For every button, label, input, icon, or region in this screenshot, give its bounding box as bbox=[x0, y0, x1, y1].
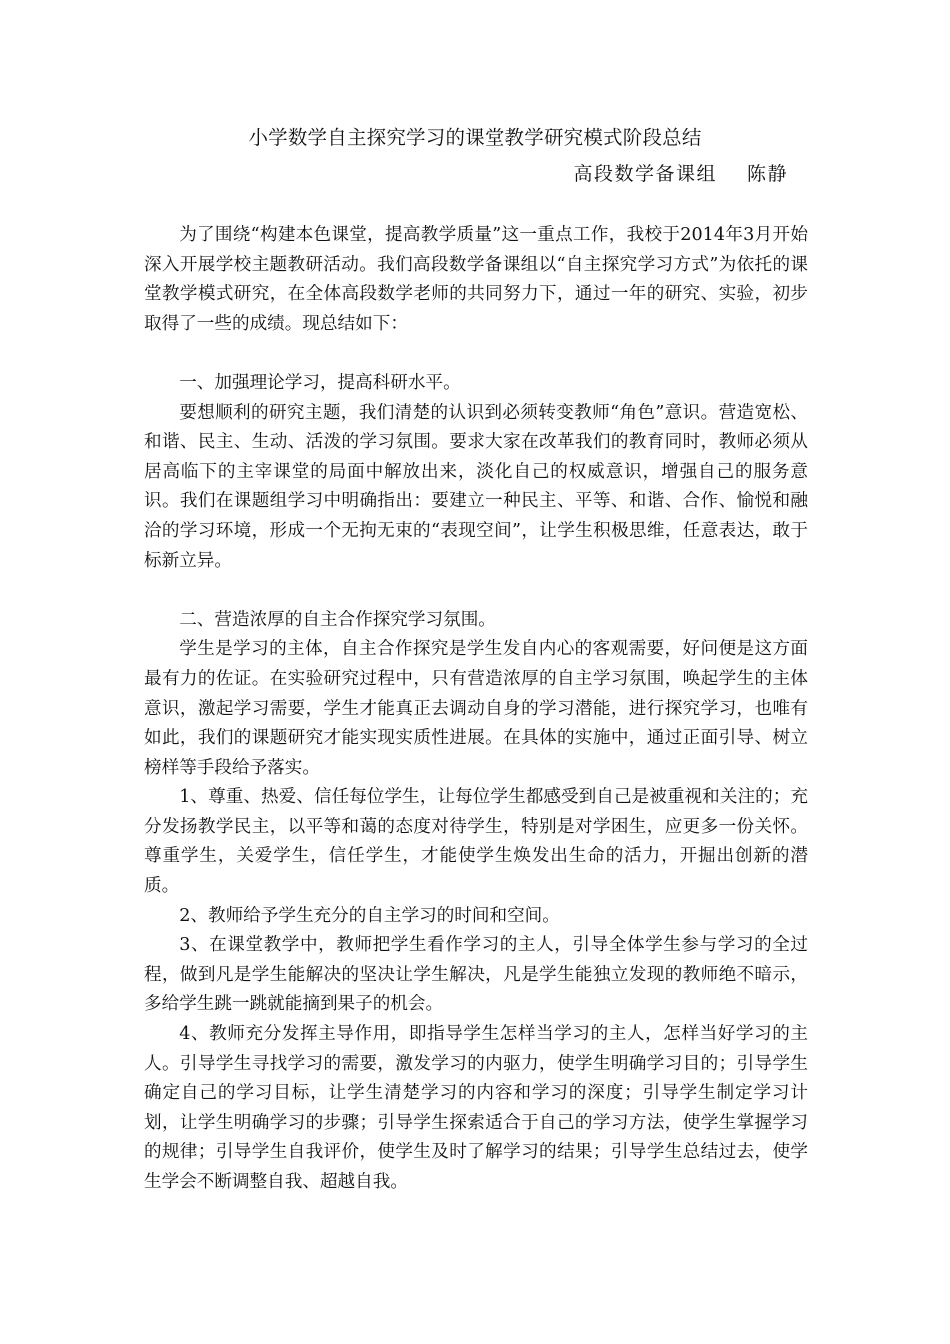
section-spacer bbox=[144, 339, 808, 369]
section-2-item-3: 3、在课堂教学中，教师把学生看作学习的主人，引导全体学生参与学习的全过程，做到凡是学生能解决的坚决让学生解决，凡是学生能独立发现的教师绝不暗示，多给学生跳一跳就能摘到果子的机会。 bbox=[144, 935, 808, 1015]
intro-paragraph: 为了围绕“构建本色课堂，提高教学质量”这一重点工作，我校于2014年3月开始深入开展学校主题教研活动。我们高段数学备课组以“自主探究学习方式”为依托的课堂教学模式研究，在全体高段数学老师的共同努力下，通过一年的研究、实验，初步取得了一些的成绩。现总结如下： bbox=[144, 225, 808, 334]
section-heading-2: 二、营造浓厚的自主合作探究学习氛围。 bbox=[179, 609, 496, 630]
section-2-item-1: 1、尊重、热爱、信任每位学生，让每位学生都感受到自己是被重视和关注的；充分发扬教学民主，以平等和蔼的态度对待学生，特别是对学困生，应更多一份关怀。尊重学生，关爱学生，信任学生，才能使学生焕发出生命的活力，开掘出创新的潜质。 bbox=[144, 787, 808, 897]
document-title: 小学数学自主探究学习的课堂教学研究模式阶段总结 bbox=[248, 126, 702, 149]
section-heading-1: 一、加强理论学习，提高科研水平。 bbox=[179, 372, 461, 393]
section-2-paragraph: 学生是学习的主体，自主合作探究是学生发自内心的客观需要，好问便是这方面最有力的佐证。在实验研究过程中，只有营造浓厚的自主学习氛围，唤起学生的主体意识，激起学习需要，学生才能真正去调动自身的学习潜能，进行探究学习，也唯有如此，我们的课题研究才能实现实质性进展。在具体的实施中，通过正面引导、树立榜样等手段给予落实。 bbox=[144, 639, 808, 778]
document-body bbox=[144, 221, 808, 1198]
author-name: 陈静 bbox=[746, 163, 788, 185]
section-2-item-4: 4、教师充分发挥主导作用，即指导学生怎样当学习的主人，怎样当好学习的主人。引导学生寻找学习的需要，激发学习的内驱力，使学生明确学习目的；引导学生确定自己的学习目标，让学生清楚学习的内容和学习的深度；引导学生制定学习计划，让学生明确学习的步骤；引导学生探索适合于自己的学习方法，使学生掌握学习的规律；引导学生自我评价，使学生及时了解学习的结果；引导学生总结过去，使学生学会不断调整自我、超越自我。 bbox=[144, 1024, 808, 1192]
section-2-item-2: 2、教师给予学生充分的自主学习的时间和空间。 bbox=[179, 905, 560, 926]
author-line bbox=[573, 160, 788, 188]
author-group: 高段数学备课组 bbox=[573, 163, 717, 185]
section-1-paragraph: 要想顺利的研究主题，我们清楚的认识到必须转变教师“角色”意识。营造宽松、和谐、民主、生动、活泼的学习氛围。要求大家在改革我们的教育同时，教师必须从居高临下的主宰课堂的局面中解放出来，淡化自己的权威意识，增强自己的服务意识。我们在课题组学习中明确指出：要建立一种民主、平等、和谐、合作、愉悦和融洽的学习环境，形成一个无拘无束的“表现空间”，让学生积极思维，任意表达，敢于标新立异。 bbox=[144, 402, 808, 571]
section-spacer bbox=[144, 576, 808, 606]
